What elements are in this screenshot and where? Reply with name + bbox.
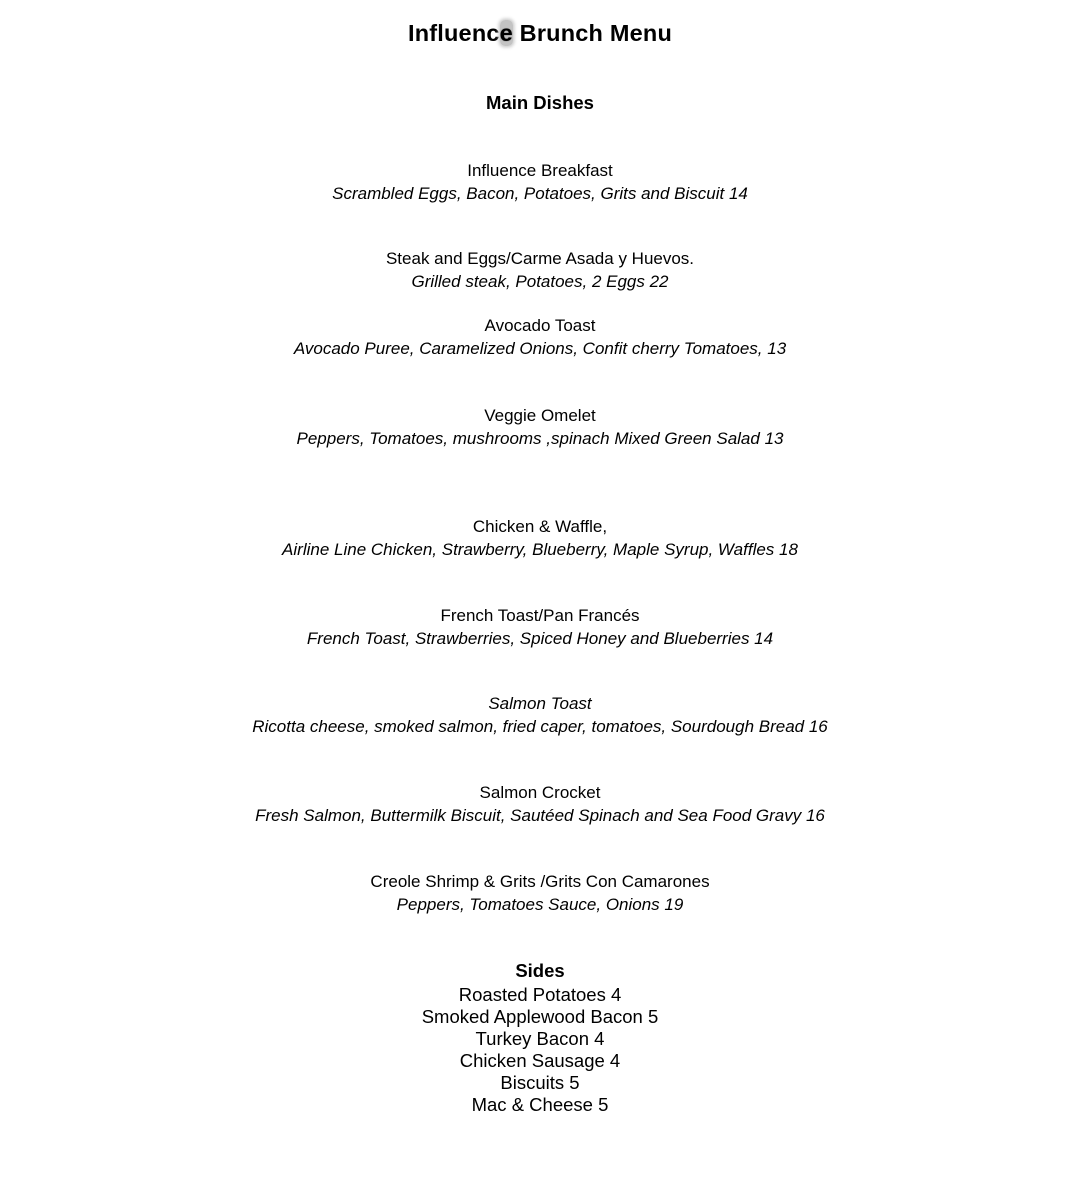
- menu-item-description: Peppers, Tomatoes Sauce, Onions 19: [396, 895, 684, 914]
- menu-title-pre: Influenc: [407, 20, 500, 46]
- sides-list: [0, 984, 1080, 1116]
- menu-item-name: Veggie Omelet: [484, 406, 596, 425]
- sides-heading: Sides: [515, 960, 565, 981]
- menu-item: [0, 515, 1080, 561]
- cursor-smudge-artifact: e: [499, 20, 513, 46]
- menu-item-description: Scrambled Eggs, Bacon, Potatoes, Grits and Biscuit 14: [332, 184, 748, 203]
- menu-item-description: Peppers, Tomatoes, mushrooms ,spinach Mixed Green Salad 13: [296, 429, 784, 448]
- menu-item-description: Airline Line Chicken, Strawberry, Blueberry, Maple Syrup, Waffles 18: [282, 540, 798, 559]
- menu-item-description: Ricotta cheese, smoked salmon, fried caper, tomatoes, Sourdough Bread 16: [252, 717, 828, 736]
- menu-item-name: Salmon Crocket: [479, 783, 601, 802]
- side-item: Biscuits 5: [500, 1072, 580, 1093]
- menu-item-name: Steak and Eggs/Carme Asada y Huevos.: [385, 249, 695, 268]
- menu-item-description: Avocado Puree, Caramelized Onions, Confit cherry Tomatoes, 13: [293, 339, 787, 358]
- menu-item-name: French Toast/Pan Francés: [440, 606, 640, 625]
- menu-item: [0, 692, 1080, 738]
- menu-item: [0, 870, 1080, 916]
- menu-item-name: Salmon Toast: [488, 694, 592, 713]
- main-dishes-list: [0, 159, 1080, 916]
- menu-item: [0, 404, 1080, 450]
- menu-item-name: Avocado Toast: [484, 316, 596, 335]
- side-item: Mac & Cheese 5: [471, 1094, 609, 1115]
- side-item: Smoked Applewood Bacon 5: [421, 1006, 659, 1027]
- menu-item: [0, 159, 1080, 205]
- side-item: Chicken Sausage 4: [459, 1050, 621, 1071]
- menu-item-description: French Toast, Strawberries, Spiced Honey and Blueberries 14: [306, 629, 774, 648]
- menu-item-description: Grilled steak, Potatoes, 2 Eggs 22: [411, 272, 669, 291]
- menu-item: [0, 781, 1080, 827]
- menu-item-name: Creole Shrimp & Grits /Grits Con Camarones: [370, 872, 710, 891]
- menu-title: [0, 18, 1080, 48]
- main-dishes-heading: Main Dishes: [486, 92, 594, 113]
- menu-title-post: Brunch Menu: [512, 20, 673, 46]
- menu-item-name: Chicken & Waffle,: [472, 517, 608, 536]
- menu-item: [0, 314, 1080, 360]
- menu-item-description: Fresh Salmon, Buttermilk Biscuit, Sautéed Spinach and Sea Food Gravy 16: [255, 806, 825, 825]
- menu-item: [0, 247, 1080, 293]
- menu-item-name: Influence Breakfast: [467, 161, 613, 180]
- side-item: Roasted Potatoes 4: [458, 984, 622, 1005]
- menu-item: [0, 604, 1080, 650]
- side-item: Turkey Bacon 4: [475, 1028, 605, 1049]
